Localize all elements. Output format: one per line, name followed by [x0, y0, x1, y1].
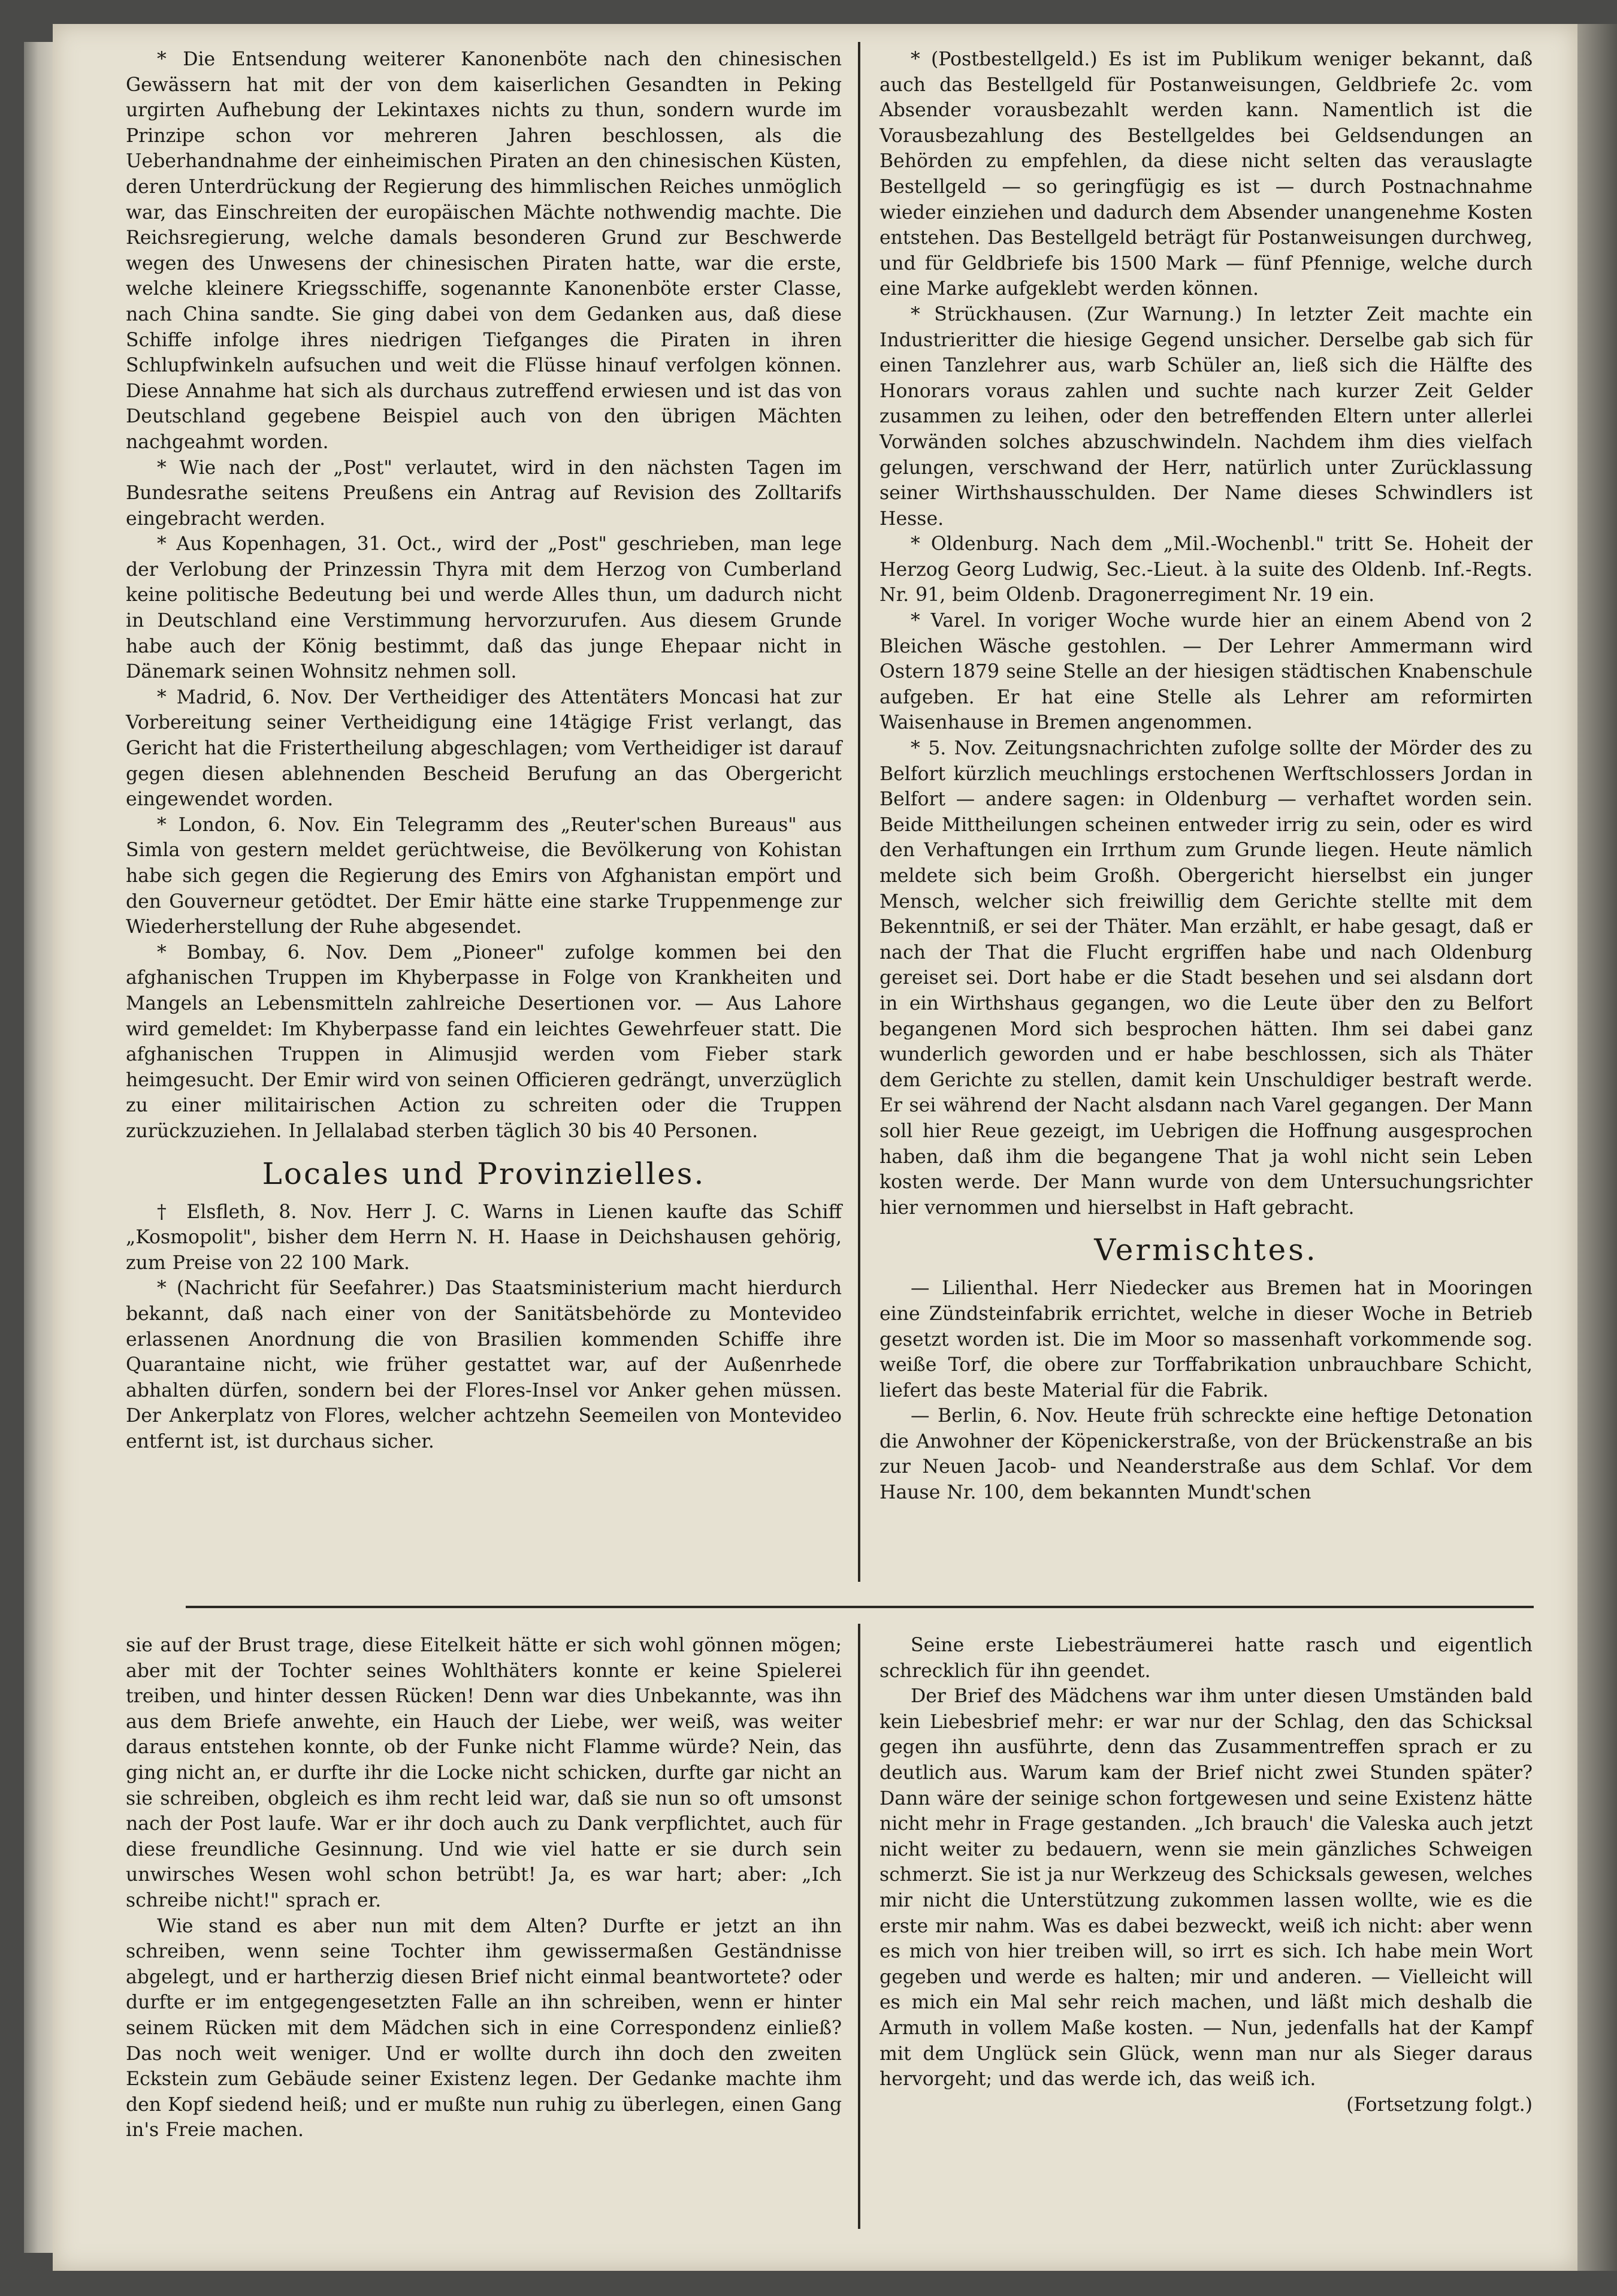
feuilleton-paragraph-4: Der Brief des Mädchens war ihm unter diesen Umständen bald kein Liebesbrief mehr: er war nur der Schlag, den das Schicksal gegen ihn ausführte, denn das Zusammentreffen sprach er zu deutlich aus. Warum kam der Brief nicht zwei Stunden später? Dann wäre der seinige schon fortgewesen und seine Existenz hätte nicht mehr in Frage gestanden. „Ich brauch' die Valeska auch jetzt nicht weiter zu bedauern, wenn sie mein gänzliches Schweigen schmerzt. Sie ist ja nur Werkzeug des Schicksals gewesen, welches mir nicht die Unterstützung zukommen lassen wollte, wie es die erste mir nahm. Was es dabei bezweckt, weiß ich nicht: aber wenn es mich von hier treiben will, so irrt es sich. Ich habe mein Wort gegeben und werde es halten; mir und anderen. — Vielleicht will es mich ein Mal sehr reich machen, und läßt mich deshalb die Armuth in vollem Maße kosten. — Nun, jedenfalls hat der Kampf mit dem Unglück sein Glück, wenn man nur als Sieger daraus hervorgeht; und das werde ich, das weiß ich. [879, 1685, 1533, 2090]
feuilleton-paragraph-3: Seine erste Liebesträumerei hatte rasch und eigentlich schrecklich für ihn geendet. [879, 1635, 1533, 1682]
section-heading-locales: Locales und Provinzielles. [262, 1156, 706, 1191]
article-seefahrer: * (Nachricht für Seefahrer.) Das Staatsministerium macht hierdurch bekannt, daß nach einer von der Sanitätsbehörde zu Montevideo erlassenen Anordnung die von Brasilien kommenden Schiffe ihre Quarantaine nicht, wie früher gestattet war, auf der Außenrhede abhalten dürfen, sondern bei der Flores-Insel vor Anker gehen müssen. Der Ankerplatz von Flores, welcher achtzehn Seemeilen von Montevideo entfernt ist, ist durchaus sicher. [126, 1277, 842, 1452]
article-elsfleth: † Elsfleth, 8. Nov. Herr J. C. Warns in Lienen kaufte das Schiff „Kosmopolit", bisher dem Herrn N. H. Haase in Deichshausen gehörig, zum Preise von 22 100 Mark. [126, 1201, 842, 1274]
right-page-edge [1577, 24, 1617, 2271]
article-strueckhausen: * Strückhausen. (Zur Warnung.) In letzter Zeit machte ein Industrieritter die hiesige Gegend unsicher. Derselbe gab sich für einen Tanzlehrer aus, warb Schüler an, ließ sich die Hälfte des Honorars voraus zahlen und suchte nach kurzer Zeit Gelder zusammen zu leihen, oder den betreffenden Eltern unter allerlei Vorwänden solches abzuschwindeln. Nachdem ihm dies vielfach gelungen, verschwand der Herr, natürlich unter Zurücklassung seiner Wirthshausschulden. Der Name dieses Schwindlers ist Hesse. [879, 303, 1533, 530]
feuilleton-right-column [879, 1633, 1533, 2117]
column-right-top [879, 47, 1533, 1506]
article-lilienthal: — Lilienthal. Herr Niedecker aus Bremen hat in Mooringen eine Zündsteinfabrik errichtet, welche in dieser Woche in Betrieb gesetzt worden ist. Die im Moor so massenhaft vorkommende sog. weiße Torf, die obere zur Torffabrikation unbrauchbare Schicht, liefert das beste Material für die Fabrik. [879, 1277, 1533, 1401]
continuation-note: (Fortsetzung folgt.) [1346, 2093, 1533, 2116]
article-london: * London, 6. Nov. Ein Telegramm des „Reuter'schen Bureaus" aus Simla von gestern meldet gerüchtweise, die Bevölkerung von Kohistan habe sich gegen die Regierung des Emirs von Afghanistan empört und den Gouverneur getödtet. Der Emir hätte eine starke Truppenmenge zur Wiederherstellung der Ruhe abgesendet. [126, 814, 842, 938]
column-left-top [126, 47, 842, 1454]
article-varel: * Varel. In voriger Woche wurde hier an einem Abend von 2 Bleichen Wäsche gestohlen. — Der Lehrer Ammermann wird Ostern 1879 seine Stelle an der hiesigen städtischen Knabenschule aufgeben. Er hat eine Stelle als Lehrer am reformirten Waisenhause in Bremen angenommen. [879, 610, 1533, 734]
feuilleton-paragraph-1: sie auf der Brust trage, diese Eitelkeit hätte er sich wohl gönnen mögen; aber mit der Tochter seines Wohlthäters konnte er keine Spielerei treiben, und hinter dessen Rücken! Denn war dies Unbekannte, was ihn aus dem Briefe anwehte, ein Hauch der Liebe, wer weiß, was weiter daraus entstehen konnte, ob der Funke nicht Flamme würde? Nein, das ging nicht an, er durfte ihr die Locke nicht schicken, durfte gar nicht an sie schreiben, obgleich es ihm recht leid war, daß sie nun so oft umsonst nach der Post laufe. War er ihr doch auch zu Dank verpflichtet, auch für diese freundliche Gesinnung. Und wie viel hatte er sie durch sein unwirsches Wesen wohl schon betrübt! Ja, es war hart; aber: „Ich schreibe nicht!" sprach er. [126, 1635, 842, 1911]
column-divider-bottom [858, 1624, 860, 2229]
feuilleton-paragraph-2: Wie stand es aber nun mit dem Alten? Durfte er jetzt an ihn schreiben, wenn seine Tochter ihm gewissermaßen Geständnisse abgelegt, und er hartherzig diesen Brief nicht einmal beantwortete? oder durfte er im entgegengesetzten Falle an ihn schreiben, wenn er hinter seinem Rücken mit dem Mädchen sich in eine Correspondenz einließ? Das noch weit weniger. Und er wollte durch ihn doch den zweiten Eckstein zum Gebäude seiner Existenz legen. Der Gedanke machte ihm den Kopf siedend heiß; und er mußte nun ruhig zu überlegen, einen Gang in's Freie machen. [126, 1915, 842, 2141]
article-madrid: * Madrid, 6. Nov. Der Vertheidiger des Attentäters Moncasi hat zur Vorbereitung seiner Vertheidigung eine 14tägige Frist verlangt, das Gericht hat die Fristertheilung abgeschlagen; vom Vertheidiger ist darauf gegen diesen ablehnenden Bescheid Berufung an das Obergericht eingewendet worden. [126, 686, 842, 811]
feuilleton-left-column [126, 1633, 842, 2143]
article-kanonenboete: * Die Entsendung weiterer Kanonenböte nach den chinesischen Gewässern hat mit der von dem kaiserlichen Gesandten in Peking urgirten Aufhebung der Lekintaxes nichts zu thun, sondern wurde im Prinzipe schon vor mehreren Jahren beschlossen, als die Ueberhandnahme der einheimischen Piraten an den chinesischen Küsten, deren Unterdrückung der Regierung des himmlischen Reiches unmöglich war, das Einschreiten der europäischen Mächte nothwendig machte. Die Reichsregierung, welche damals besonderen Grund zur Beschwerde wegen des Unwesens der chinesischen Piraten hatte, war die erste, welche kleinere Kriegsschiffe, sogenannte Kanonenböte erster Classe, nach China sandte. Sie ging dabei von dem Gedanken aus, daß diese Schiffe infolge ihres niedrigen Tiefganges die Piraten in ihren Schlupfwinkeln aufsuchen und weit die Flüsse hinauf verfolgen können. Diese Annahme hat sich als durchaus zutreffend erwiesen und ist das von Deutschland gegebene Beispiel auch von den übrigen Mächten nachgeahmt worden. [126, 49, 842, 453]
article-kopenhagen: * Aus Kopenhagen, 31. Oct., wird der „Post" geschrieben, man lege der Verlobung der Prinzessin Thyra mit dem Herzog von Cumberland keine politische Bedeutung bei und werde Alles thun, um dadurch nicht in Deutschland eine Verstimmung hervorzurufen. Aus diesem Grunde habe auch der König bestimmt, daß das junge Ehepaar nicht in Dänemark seinen Wohnsitz nehmen soll. [126, 533, 842, 683]
article-berlin: — Berlin, 6. Nov. Heute früh schreckte eine heftige Detonation die Anwohner der Köpenickerstraße, von der Brückenstraße an bis zur Neuen Jacob- und Neanderstraße aus dem Schlaf. Vor dem Hause Nr. 100, dem bekannten Mundt'schen [879, 1405, 1533, 1504]
feuilleton-separator [186, 1606, 1534, 1608]
column-divider-top [858, 42, 860, 1582]
article-belfort-moerder: * 5. Nov. Zeitungsnachrichten zufolge sollte der Mörder des zu Belfort kürzlich meuchlings erstochenen Werftschlossers Jordan in Belfort — andere sagen: in Oldenburg — verhaftet worden sein. Beide Mittheilungen scheinen entweder irrig zu sein, oder es wird den Verhaftungen ein Irrthum zum Grunde liegen. Heute nämlich meldete sich beim Großh. Obergericht hierselbst ein junger Mensch, welcher sich freiwillig dem Gerichte stellte mit dem Bekenntniß, er sei der Thäter. Man erzählt, er habe gesagt, daß er nach der That die Flucht ergriffen habe und nach Oldenburg gereiset sei. Dort habe er die Stadt besehen und sei alsdann dort in ein Wirthshaus gegangen, wo die Leute über den zu Belfort begangenen Mord sich besprochen hätten. Ihm sei dabei ganz wunderlich geworden und er habe beschlossen, sich als Thäter dem Gerichte zu stellen, damit kein Unschuldiger bestraft werde. Er sei während der Nacht alsdann nach Varel gegangen. Der Mann soll hier Reue gezeigt, im Uebrigen die Hoffnung ausgesprochen haben, daß ihm die begangene That ja wohl nicht sein Leben kosten werde. Der Mann wurde von dem Untersuchungsrichter hier vernommen und hierselbst in Haft gebracht. [879, 738, 1533, 1219]
article-postbestellgeld: * (Postbestellgeld.) Es ist im Publikum weniger bekannt, daß auch das Bestellgeld für Postanweisungen, Geldbriefe 2c. vom Absender vorausbezahlt werden kann. Namentlich ist die Vorausbezahlung des Bestellgeldes bei Geldsendungen an Behörden zu empfehlen, da diese nicht selten das verauslagte Bestellgeld — so geringfügig es ist — durch Postnachnahme wieder einziehen und dadurch dem Absender unangenehme Kosten entstehen. Das Bestellgeld beträgt für Postanweisungen durchweg, und für Geldbriefe bis 1500 Mark — fünf Pfennige, welche durch eine Marke aufgeklebt werden können. [879, 49, 1533, 300]
article-zolltarif: * Wie nach der „Post" verlautet, wird in den nächsten Tagen im Bundesrathe seitens Preußens ein Antrag auf Revision des Zolltarifs eingebracht werden. [126, 457, 842, 530]
section-heading-vermischtes: Vermischtes. [1094, 1232, 1318, 1268]
article-oldenburg: * Oldenburg. Nach dem „Mil.-Wochenbl." tritt Se. Hoheit der Herzog Georg Ludwig, Sec.-Lieut. à la suite des Oldenb. Inf.-Regts. Nr. 91, beim Oldenb. Dragonerregiment Nr. 19 ein. [879, 533, 1533, 606]
article-bombay: * Bombay, 6. Nov. Dem „Pioneer" zufolge kommen bei den afghanischen Truppen im Khyberpasse in Folge von Krankheiten und Mangels an Lebensmitteln zahlreiche Desertionen vor. — Aus Lahore wird gemeldet: Im Khyberpasse fand ein leichtes Gewehrfeuer statt. Die afghanischen Truppen in Alimusjid werden vom Fieber stark heimgesucht. Der Emir wird von seinen Officieren gedrängt, unverzüglich zu einer militairischen Action zu schreiten oder die Truppen zurückzuziehen. In Jellalabad sterben täglich 30 bis 40 Personen. [126, 941, 842, 1142]
